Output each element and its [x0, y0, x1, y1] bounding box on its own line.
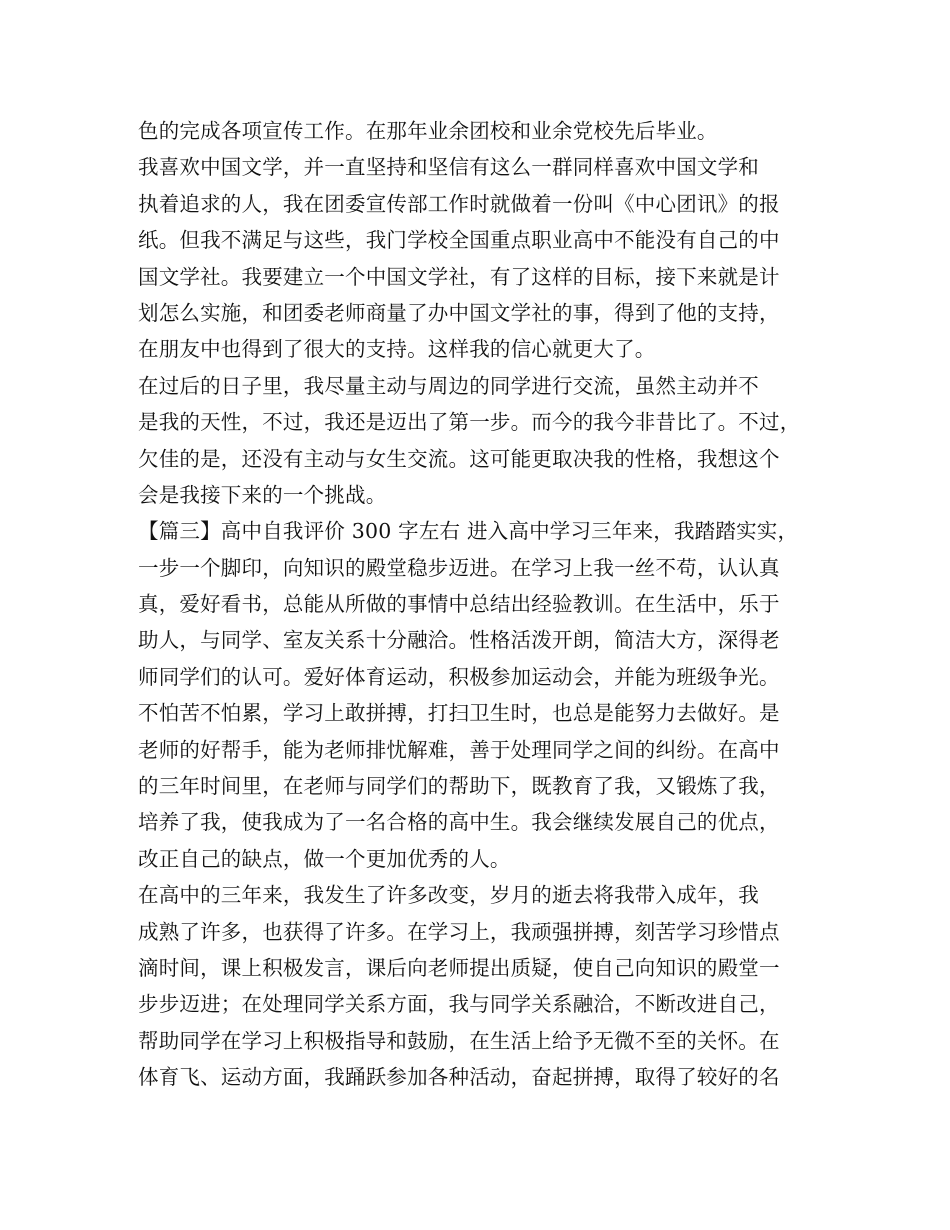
text-line: 我喜欢中国文学，并一直坚持和坚信有这么一群同样喜欢中国文学和	[138, 155, 759, 180]
text-line: 一步一个脚印，向知识的殿堂稳步迈进。在学习上我一丝不苟，认认真	[138, 555, 780, 580]
text-line: 改正自己的缺点，做一个更加优秀的人。	[138, 846, 511, 871]
text-line: 色的完成各项宣传工作。在那年业余团校和业余党校先后毕业。	[138, 119, 718, 143]
text-line: 的三年时间里，在老师与同学们的帮助下，既教育了我，又锻炼了我，	[138, 774, 780, 799]
text-line: 是我的天性，不过，我还是迈出了第一步。而今的我今非昔比了。不过，	[138, 410, 801, 435]
text-line: 纸。但我不满足与这些，我门学校全国重点职业高中不能没有自己的中	[138, 228, 780, 253]
text-line: 欠佳的是，还没有主动与女生交流。这可能更取决我的性格，我想这个	[138, 446, 780, 471]
text-line: 真，爱好看书，总能从所做的事情中总结出经验教训。在生活中，乐于	[138, 592, 780, 617]
text-line: 步步迈进；在处理同学关系方面，我与同学关系融洽，不断改进自己，	[138, 992, 780, 1017]
text-line: 不怕苦不怕累，学习上敢拼搏，打扫卫生时，也总是能努力去做好。是	[138, 701, 780, 726]
text-line: 培养了我，使我成为了一名合格的高中生。我会继续发展自己的优点，	[138, 810, 780, 835]
text-line: 滴时间，课上积极发言，课后向老师提出质疑，使自己向知识的殿堂一	[138, 955, 780, 980]
text-line: 执着追求的人，我在团委宣传部工作时就做着一份叫《中心团讯》的报	[138, 191, 780, 216]
text-line: 在过后的日子里，我尽量主动与周边的同学进行交流，虽然主动并不	[138, 373, 759, 398]
text-line: 在高中的三年来，我发生了许多改变，岁月的逝去将我带入成年，我	[138, 883, 759, 908]
text-line: 国文学社。我要建立一个中国文学社，有了这样的目标，接下来就是计	[138, 264, 780, 289]
text-line: 帮助同学在学习上积极指导和鼓励，在生活上给予无微不至的关怀。在	[138, 1028, 780, 1053]
text-line: 会是我接下来的一个挑战。	[138, 482, 387, 507]
text-line: 师同学们的认可。爱好体育运动，积极参加运动会，并能为班级争光。	[138, 664, 780, 689]
text-line: 体育飞、运动方面，我踊跃参加各种活动，奋起拼搏，取得了较好的名	[138, 1065, 780, 1090]
text-line: 助人，与同学、室友关系十分融洽。性格活泼开朗，简洁大方，深得老	[138, 628, 780, 653]
text-line: 划怎么实施，和团委老师商量了办中国文学社的事，得到了他的支持，	[138, 300, 780, 325]
text-line: 老师的好帮手，能为老师排忧解难，善于处理同学之间的纠纷。在高中	[138, 737, 780, 762]
section-heading-line: 【篇三】高中自我评价 300 字左右 进入高中学习三年来，我踏踏实实，	[138, 519, 799, 544]
document-body	[138, 113, 818, 1096]
text-line: 在朋友中也得到了很大的支持。这样我的信心就更大了。	[138, 337, 656, 362]
text-line: 成熟了许多，也获得了许多。在学习上，我顽强拼搏，刻苦学习珍惜点	[138, 919, 780, 944]
